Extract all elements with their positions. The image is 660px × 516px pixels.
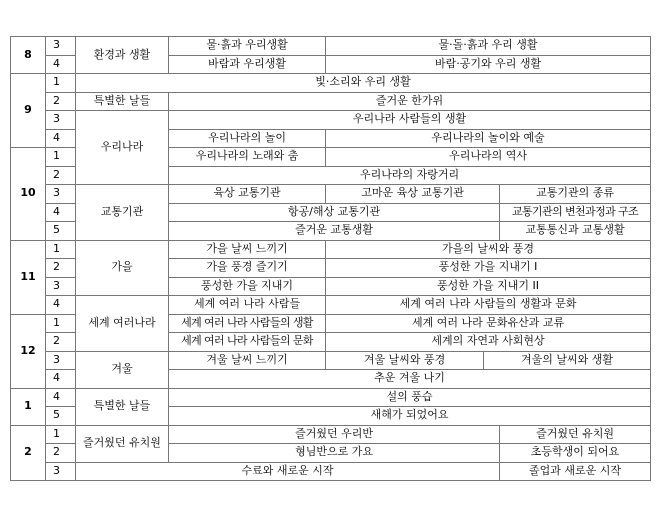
week-cell: 1 xyxy=(46,240,76,259)
topic-cell: 고마운 육상 교통기관 xyxy=(326,185,500,204)
topic-cell: 바람과 우리생활 xyxy=(169,55,326,74)
week-cell: 3 xyxy=(46,37,76,56)
theme-cell: 겨울 xyxy=(76,351,169,388)
topic-cell: 교통기관의 변천과정과 구조 xyxy=(500,203,651,222)
topic-cell: 겨울 날씨와 풍경 xyxy=(326,351,484,370)
topic-cell: 세계 여러 나라 사람들의 문화 xyxy=(169,333,326,352)
month-cell: 8 xyxy=(11,37,46,74)
topic-cell: 설의 풍습 xyxy=(169,388,651,407)
month-cell: 1 xyxy=(11,388,46,425)
theme-cell: 교통기관 xyxy=(76,185,169,241)
topic-cell: 육상 교통기관 xyxy=(169,185,326,204)
week-cell: 3 xyxy=(46,185,76,204)
topic-cell: 가을 날씨 느끼기 xyxy=(169,240,326,259)
topic-cell: 즐거운 한가위 xyxy=(169,92,651,111)
theme-cell: 세계 여러나라 xyxy=(76,296,169,352)
week-cell: 2 xyxy=(46,92,76,111)
week-cell: 3 xyxy=(46,351,76,370)
month-cell: 2 xyxy=(11,425,46,481)
table-row xyxy=(11,37,651,56)
week-cell: 1 xyxy=(46,425,76,444)
topic-cell: 바람·공기와 우리 생활 xyxy=(326,55,651,74)
topic-cell: 빛·소리와 우리 생활 xyxy=(76,74,651,93)
topic-cell: 세계 여러 나라 사람들의 생활과 문화 xyxy=(326,296,651,315)
table-row xyxy=(11,351,651,370)
week-cell: 4 xyxy=(46,370,76,389)
topic-cell: 세계 여러 나라 문화유산과 교류 xyxy=(326,314,651,333)
theme-cell: 환경과 생활 xyxy=(76,37,169,74)
topic-cell: 풍성한 가을 지내기 II xyxy=(326,277,651,296)
week-cell: 3 xyxy=(46,462,76,481)
topic-cell: 새해가 되었어요 xyxy=(169,407,651,426)
topic-cell: 우리나라의 놀이 xyxy=(169,129,326,148)
topic-cell: 물·흙과 우리생활 xyxy=(169,37,326,56)
week-cell: 5 xyxy=(46,407,76,426)
table-row xyxy=(11,240,651,259)
topic-cell: 교통통신과 교통생활 xyxy=(500,222,651,241)
theme-cell: 즐거웠던 유치원 xyxy=(76,425,169,462)
month-cell: 11 xyxy=(11,240,46,314)
topic-cell: 수료와 새로운 시작 xyxy=(76,462,500,481)
week-cell: 2 xyxy=(46,444,76,463)
curriculum-table xyxy=(10,36,651,481)
week-cell: 3 xyxy=(46,111,76,130)
week-cell: 4 xyxy=(46,203,76,222)
month-cell: 9 xyxy=(11,74,46,148)
week-cell: 4 xyxy=(46,129,76,148)
table-row xyxy=(11,425,651,444)
topic-cell: 추운 겨울 나기 xyxy=(169,370,651,389)
topic-cell: 세계의 자연과 사회현상 xyxy=(326,333,651,352)
topic-cell: 즐거웠던 유치원 xyxy=(500,425,651,444)
month-cell: 12 xyxy=(11,314,46,388)
table-row xyxy=(11,388,651,407)
table-row xyxy=(11,462,651,481)
topic-cell: 우리나라의 자랑거리 xyxy=(169,166,651,185)
topic-cell: 즐거웠던 우리반 xyxy=(169,425,500,444)
topic-cell: 항공/해상 교통기관 xyxy=(169,203,500,222)
week-cell: 1 xyxy=(46,74,76,93)
theme-cell: 우리나라 xyxy=(76,111,169,185)
week-cell: 2 xyxy=(46,259,76,278)
week-cell: 2 xyxy=(46,333,76,352)
week-cell: 1 xyxy=(46,148,76,167)
topic-cell: 우리나라의 놀이와 예술 xyxy=(326,129,651,148)
table-row xyxy=(11,74,651,93)
topic-cell: 가을의 날씨와 풍경 xyxy=(326,240,651,259)
week-cell: 4 xyxy=(46,388,76,407)
theme-cell: 특별한 날들 xyxy=(76,92,169,111)
topic-cell: 겨울 날씨 느끼기 xyxy=(169,351,326,370)
week-cell: 5 xyxy=(46,222,76,241)
table-row xyxy=(11,296,651,315)
topic-cell: 풍성한 가을 지내기 xyxy=(169,277,326,296)
month-cell: 10 xyxy=(11,148,46,241)
week-cell: 2 xyxy=(46,166,76,185)
topic-cell: 겨울의 날씨와 생활 xyxy=(484,351,651,370)
topic-cell: 형님반으로 가요 xyxy=(169,444,500,463)
topic-cell: 교통기관의 종류 xyxy=(500,185,651,204)
week-cell: 3 xyxy=(46,277,76,296)
topic-cell: 졸업과 새로운 시작 xyxy=(500,462,651,481)
topic-cell: 가을 풍경 즐기기 xyxy=(169,259,326,278)
week-cell: 4 xyxy=(46,55,76,74)
table-row xyxy=(11,92,651,111)
topic-cell: 우리나라의 노래와 춤 xyxy=(169,148,326,167)
theme-cell: 특별한 날들 xyxy=(76,388,169,425)
topic-cell: 우리나라의 역사 xyxy=(326,148,651,167)
topic-cell: 풍성한 가을 지내기 I xyxy=(326,259,651,278)
topic-cell: 세계 여러 나라 사람들의 생활 xyxy=(169,314,326,333)
theme-cell: 가을 xyxy=(76,240,169,296)
topic-cell: 즐거운 교통생활 xyxy=(169,222,500,241)
topic-cell: 세계 여러 나라 사람들 xyxy=(169,296,326,315)
table-row xyxy=(11,111,651,130)
table-row xyxy=(11,185,651,204)
week-cell: 1 xyxy=(46,314,76,333)
topic-cell: 물·돌·흙과 우리 생활 xyxy=(326,37,651,56)
topic-cell: 우리나라 사람들의 생활 xyxy=(169,111,651,130)
topic-cell: 초등학생이 되어요 xyxy=(500,444,651,463)
week-cell: 4 xyxy=(46,296,76,315)
